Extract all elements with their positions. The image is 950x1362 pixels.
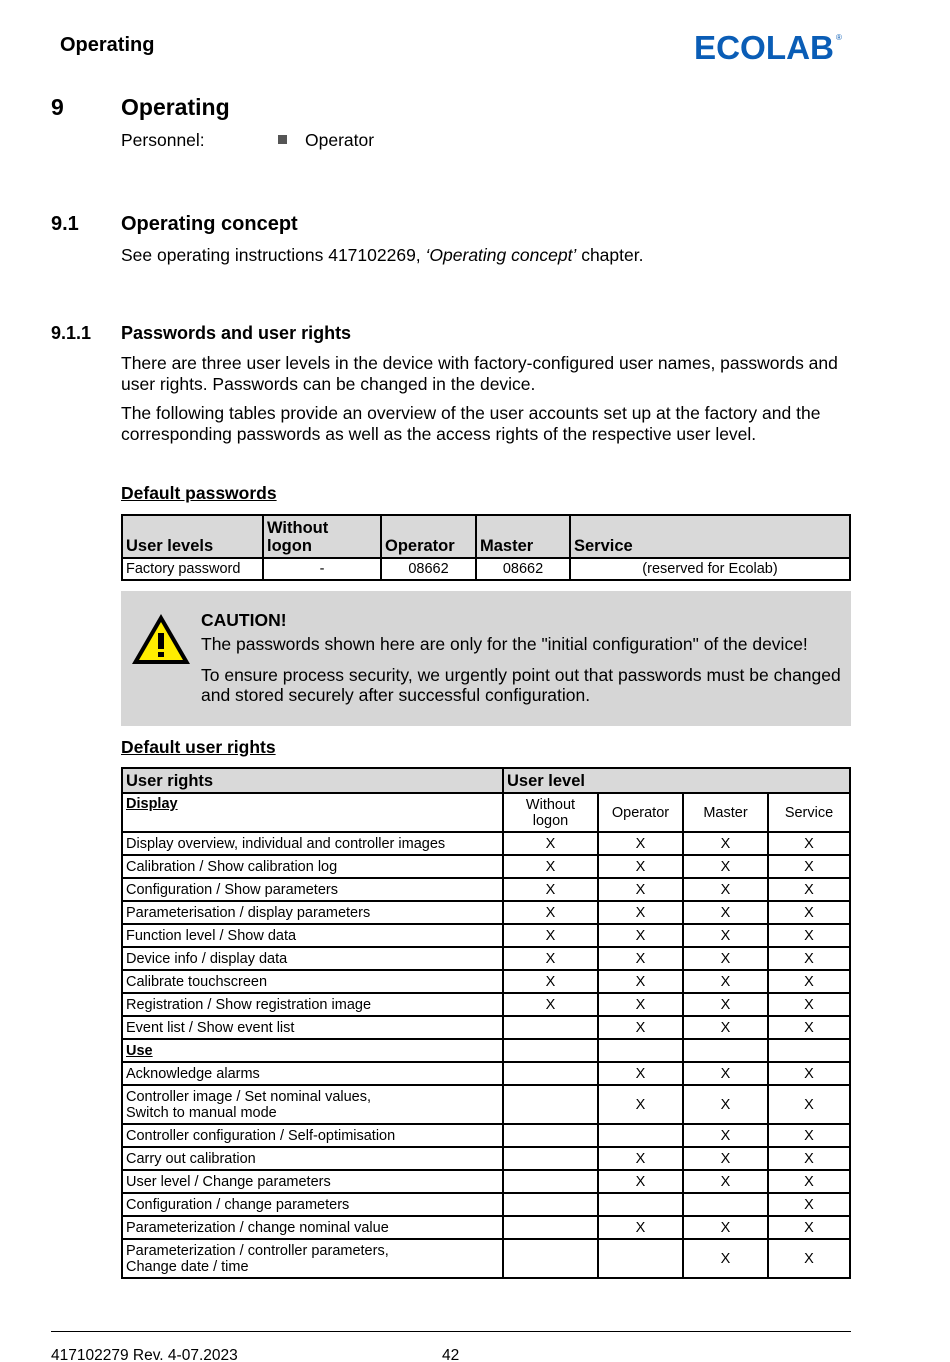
right-mark: X [683, 1239, 768, 1278]
right-mark: X [683, 947, 768, 970]
right-label: Parameterisation / display parameters [122, 901, 503, 924]
table-row [122, 1170, 850, 1193]
table-cell: 08662 [381, 558, 476, 580]
right-label: Controller configuration / Self-optimisation [122, 1124, 503, 1147]
operating-concept-text: See operating instructions 417102269, ‘Operating concept’ chapter. [121, 245, 644, 265]
right-mark [503, 1170, 598, 1193]
table-cell: 08662 [476, 558, 570, 580]
right-mark: X [598, 970, 683, 993]
right-label: Device info / display data [122, 947, 503, 970]
caution-title: CAUTION! [201, 610, 287, 630]
right-mark: X [683, 901, 768, 924]
table-row [122, 1216, 850, 1239]
right-mark: X [768, 878, 850, 901]
right-mark: X [503, 947, 598, 970]
table-header-cell: Operator [381, 515, 476, 558]
footer-doc-number: 417102279 Rev. 4-07.2023 [51, 1347, 238, 1362]
right-mark: X [598, 947, 683, 970]
right-mark: X [503, 901, 598, 924]
table-cell [768, 1039, 850, 1062]
right-mark: X [768, 993, 850, 1016]
overview-paragraph: The following tables provide an overview of the user accounts set up at the factory and the corresponding passwords as well as the access rights of the respective user level. [121, 403, 821, 444]
svg-text:®: ® [836, 33, 842, 42]
chapter-title: Operating [121, 94, 230, 120]
caution-box [121, 591, 851, 726]
table-row [122, 855, 850, 878]
right-mark: X [503, 993, 598, 1016]
table-header-row [122, 768, 850, 793]
table-row [122, 993, 850, 1016]
level-column-header: Master [683, 793, 768, 832]
footer-page-number: 42 [442, 1347, 460, 1362]
right-mark: X [768, 855, 850, 878]
level-column-header: Service [768, 793, 850, 832]
right-mark [503, 1016, 598, 1039]
chapter-number: 9 [51, 94, 64, 120]
right-mark [503, 1239, 598, 1278]
default-user-rights-table [121, 767, 851, 1279]
table-row [122, 1193, 850, 1216]
personnel-value: Operator [305, 130, 375, 150]
table-cell: (reserved for Ecolab) [570, 558, 850, 580]
right-mark: X [598, 924, 683, 947]
right-mark: X [768, 1193, 850, 1216]
intro-paragraph: There are three user levels in the device with factory-configured user names, passwords and user rights. Passwords can be changed in the device. [121, 353, 838, 394]
subsection-title: Passwords and user rights [121, 323, 352, 343]
level-column-header: Operator [598, 793, 683, 832]
table-row [122, 558, 850, 580]
table-row [122, 1239, 850, 1278]
right-mark: X [598, 1085, 683, 1124]
right-mark: X [768, 947, 850, 970]
table-row [122, 1147, 850, 1170]
table-cell: - [263, 558, 381, 580]
section-number: 9.1 [51, 213, 79, 235]
right-label: Event list / Show event list [122, 1016, 503, 1039]
right-label: Parameterization / controller parameters, Change date / time [122, 1239, 503, 1278]
table-row [122, 793, 850, 832]
caution-text: To ensure process security, we urgently point out that passwords must be changed and stored securely after successful configuration. [201, 665, 841, 705]
table-row [122, 970, 850, 993]
right-mark: X [768, 1124, 850, 1147]
table-row [122, 1062, 850, 1085]
right-mark [598, 1193, 683, 1216]
footer-divider [51, 1331, 851, 1332]
level-column-header: Without logon [503, 793, 598, 832]
warning-triangle-icon [129, 611, 193, 667]
right-mark: X [598, 993, 683, 1016]
right-mark: X [683, 855, 768, 878]
bullet-square-icon [278, 135, 287, 144]
right-mark: X [683, 878, 768, 901]
page-header-title: Operating [60, 34, 155, 56]
right-mark: X [683, 1016, 768, 1039]
table-row [122, 1124, 850, 1147]
right-mark: X [768, 832, 850, 855]
table-header-row [122, 515, 850, 558]
right-label: Controller image / Set nominal values, Switch to manual mode [122, 1085, 503, 1124]
right-mark: X [683, 1062, 768, 1085]
right-mark: X [768, 924, 850, 947]
caution-text: The passwords shown here are only for the "initial configuration" of the device! [201, 634, 808, 654]
right-mark: X [503, 832, 598, 855]
display-rights-rows [122, 832, 850, 1039]
right-label: Registration / Show registration image [122, 993, 503, 1016]
right-mark: X [683, 1147, 768, 1170]
right-label: Parameterization / change nominal value [122, 1216, 503, 1239]
right-mark: X [768, 1085, 850, 1124]
right-label: Carry out calibration [122, 1147, 503, 1170]
table-row [122, 1039, 850, 1062]
right-mark: X [683, 924, 768, 947]
right-mark: X [768, 1216, 850, 1239]
table-cell [683, 1039, 768, 1062]
subsection-number: 9.1.1 [51, 323, 92, 343]
right-mark: X [503, 855, 598, 878]
right-label: Function level / Show data [122, 924, 503, 947]
right-mark [503, 1085, 598, 1124]
table-row [122, 901, 850, 924]
right-mark: X [598, 1147, 683, 1170]
right-mark: X [598, 901, 683, 924]
right-mark: X [683, 970, 768, 993]
default-user-rights-heading: Default user rights [121, 737, 276, 757]
default-passwords-heading: Default passwords [121, 483, 277, 503]
right-mark: X [768, 970, 850, 993]
default-passwords-table [121, 514, 851, 581]
right-mark [503, 1124, 598, 1147]
svg-text:ECOLAB: ECOLAB [694, 29, 834, 64]
section-title: Operating concept [121, 213, 298, 235]
right-mark: X [598, 1216, 683, 1239]
right-mark [503, 1216, 598, 1239]
right-mark [598, 1239, 683, 1278]
table-row [122, 1085, 850, 1124]
right-label: Calibrate touchscreen [122, 970, 503, 993]
right-mark: X [768, 901, 850, 924]
use-rights-rows [122, 1062, 850, 1278]
right-mark: X [598, 1062, 683, 1085]
right-mark: X [598, 1170, 683, 1193]
right-mark: X [503, 878, 598, 901]
right-mark: X [768, 1062, 850, 1085]
table-header-cell: User levels [122, 515, 263, 558]
right-mark [503, 1147, 598, 1170]
right-mark [683, 1193, 768, 1216]
right-mark: X [598, 855, 683, 878]
right-mark [503, 1193, 598, 1216]
personnel-label: Personnel: [121, 130, 205, 150]
section-label-display: Display [122, 793, 503, 832]
right-label: Calibration / Show calibration log [122, 855, 503, 878]
right-mark [598, 1124, 683, 1147]
right-mark: X [503, 924, 598, 947]
right-mark: X [598, 1016, 683, 1039]
right-mark: X [683, 1216, 768, 1239]
table-header-cell: Master [476, 515, 570, 558]
table-header-cell: User level [503, 768, 850, 793]
right-label: Acknowledge alarms [122, 1062, 503, 1085]
right-mark: X [683, 1170, 768, 1193]
right-mark: X [683, 993, 768, 1016]
table-cell [598, 1039, 683, 1062]
right-label: Display overview, individual and controller images [122, 832, 503, 855]
right-mark [503, 1062, 598, 1085]
table-header-cell: User rights [122, 768, 503, 793]
table-row [122, 947, 850, 970]
right-mark: X [768, 1239, 850, 1278]
table-header-cell: Without logon [263, 515, 381, 558]
right-label: Configuration / Show parameters [122, 878, 503, 901]
right-mark: X [768, 1170, 850, 1193]
section-label-use: Use [122, 1039, 503, 1062]
right-mark: X [598, 878, 683, 901]
right-mark: X [598, 832, 683, 855]
table-cell [503, 1039, 598, 1062]
right-mark: X [683, 832, 768, 855]
table-cell: Factory password [122, 558, 263, 580]
right-label: Configuration / change parameters [122, 1193, 503, 1216]
ecolab-logo [694, 28, 844, 64]
right-label: User level / Change parameters [122, 1170, 503, 1193]
table-row [122, 878, 850, 901]
right-mark: X [683, 1085, 768, 1124]
right-mark: X [768, 1016, 850, 1039]
right-mark: X [683, 1124, 768, 1147]
right-mark: X [503, 970, 598, 993]
right-mark: X [768, 1147, 850, 1170]
table-row [122, 1016, 850, 1039]
table-row [122, 832, 850, 855]
table-row [122, 924, 850, 947]
table-header-cell: Service [570, 515, 850, 558]
